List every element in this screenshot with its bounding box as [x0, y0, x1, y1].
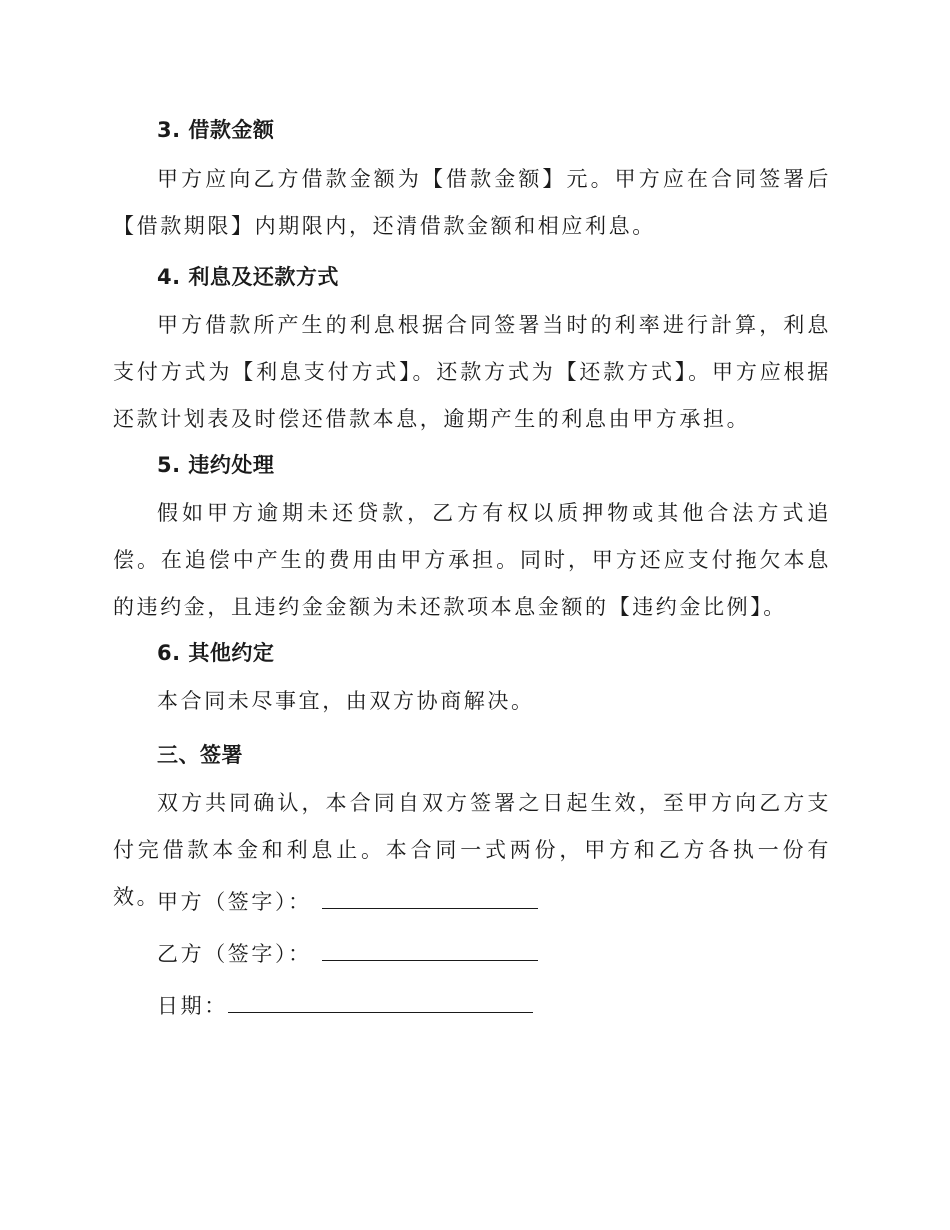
date-label: 日期： — [157, 994, 228, 1018]
section-heading-other-terms: 6. 其他约定 — [157, 641, 275, 665]
date-field[interactable] — [228, 988, 533, 1013]
section-heading-loan-amount: 3. 借款金额 — [157, 118, 275, 142]
paragraph-breach: 假如甲方逾期未还贷款，乙方有权以质押物或其他合法方式追偿。在追偿中产生的费用由甲方承担。同时，甲方还应支付拖欠本息的违约金，且违约金金额为未还款项本息金额的【违约金比例】。 — [113, 501, 831, 619]
party-b-signature-line — [157, 936, 538, 968]
party-b-signature-field[interactable] — [322, 936, 538, 961]
date-signature-line — [157, 988, 533, 1020]
paragraph-other-terms: 本合同未尽事宜，由双方协商解决。 — [157, 689, 535, 713]
party-b-label: 乙方（签字）： — [157, 942, 312, 966]
party-a-label: 甲方（签字）： — [157, 890, 312, 914]
section-heading-interest-repayment: 4. 利息及还款方式 — [157, 265, 339, 289]
section-heading-breach: 5. 违约处理 — [157, 453, 275, 477]
paragraph-signing: 双方共同确认，本合同自双方签署之日起生效，至甲方向乙方支付完借款本金和利息止。本合同一式两份，甲方和乙方各执一份有效。 — [113, 791, 831, 909]
section-heading-signing: 三、签署 — [157, 743, 243, 767]
party-a-signature-field[interactable] — [322, 884, 538, 909]
party-a-signature-line — [157, 884, 538, 916]
paragraph-interest-repayment: 甲方借款所产生的利息根据合同签署当时的利率进行計算，利息支付方式为【利息支付方式】。还款方式为【还款方式】。甲方应根据还款计划表及时偿还借款本息，逾期产生的利息由甲方承担。 — [113, 313, 831, 431]
paragraph-loan-amount: 甲方应向乙方借款金额为【借款金额】元。甲方应在合同签署后【借款期限】内期限内，还清借款金额和相应利息。 — [113, 167, 831, 238]
